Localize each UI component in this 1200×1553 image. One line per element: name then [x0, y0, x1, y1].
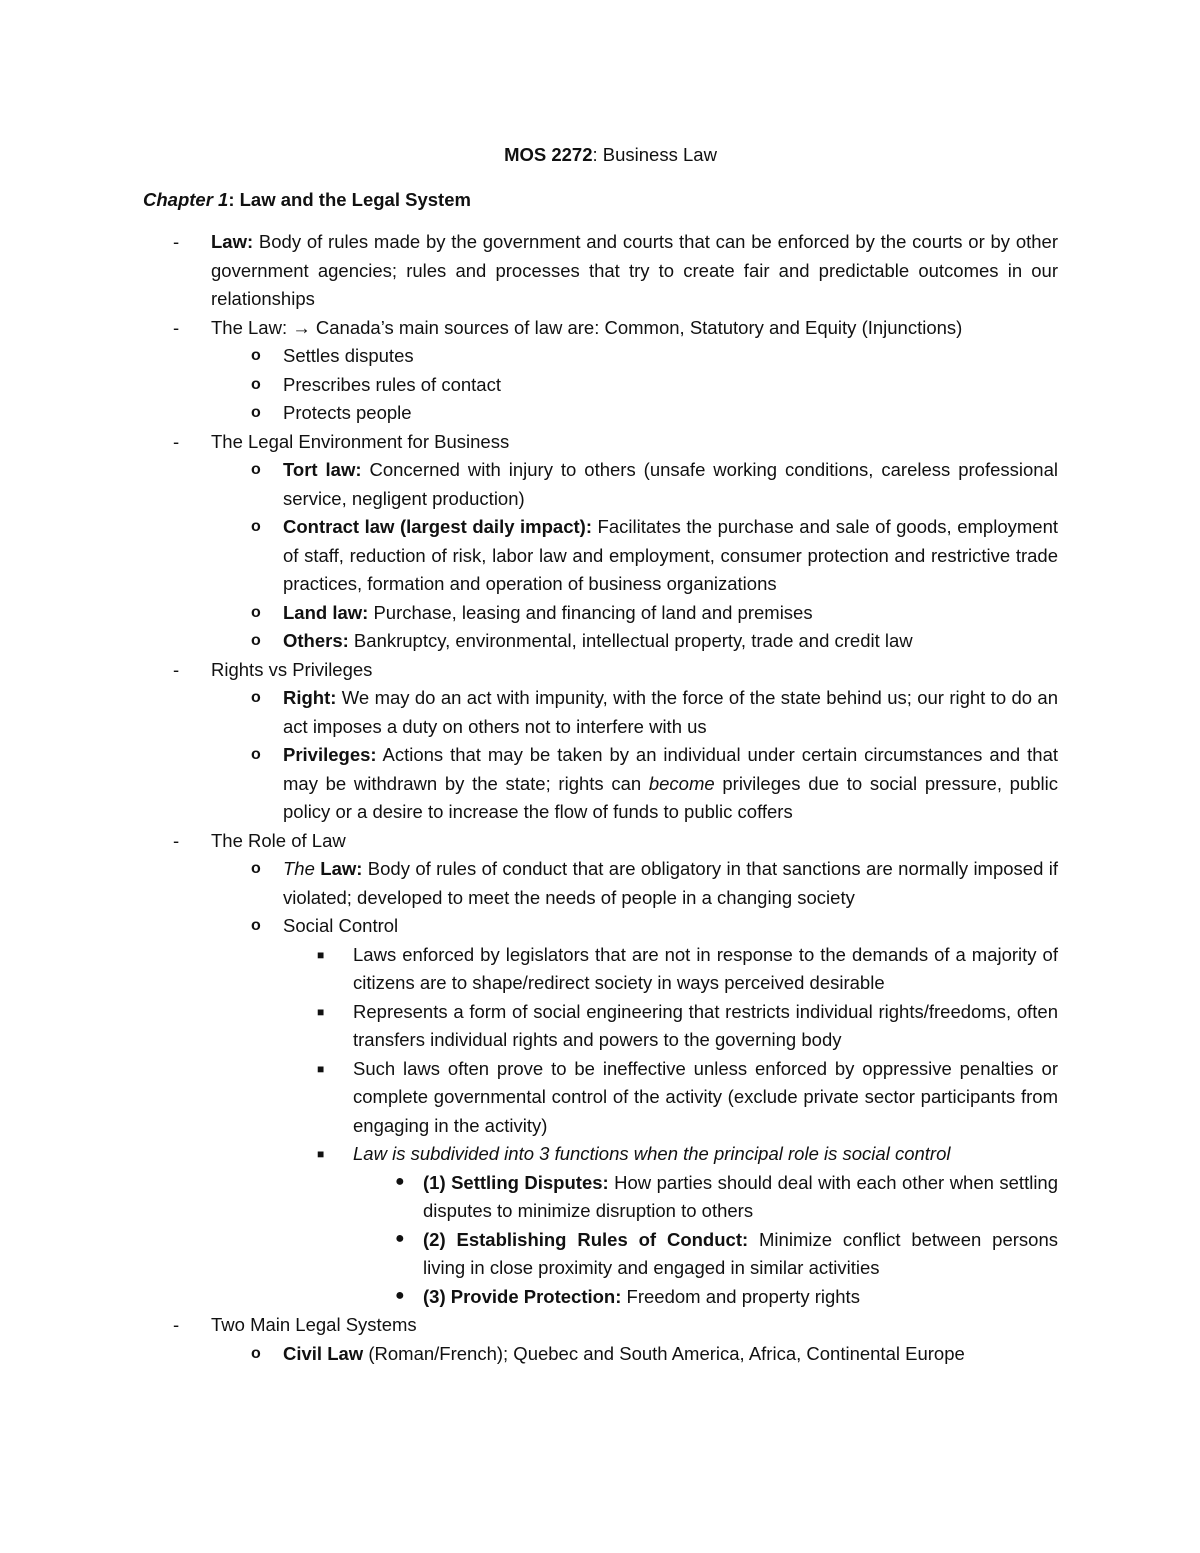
list-item — [143, 941, 1058, 998]
legal-environment-sublist — [211, 456, 1058, 656]
section-heading: The Legal Environment for Business — [211, 430, 510, 452]
civil-law-term: Civil Law — [283, 1342, 364, 1364]
circle-marker: o — [251, 518, 261, 535]
list-item-right — [143, 684, 1058, 741]
privileges-text-a: Actions that may be taken by an individual under certain circumstances and that may be withdrawn by the state; rights can — [283, 744, 1058, 794]
social-control-sublist — [283, 941, 1058, 1312]
list-item — [143, 998, 1058, 1055]
list-item-text: Laws enforced by legislators that are not in response to the demands of a majority of citizens are to shape/redirect society in ways perceived desirable — [353, 943, 1058, 993]
function-term: (3) Provide Protection: — [423, 1285, 622, 1307]
privileges-emphasis: become — [648, 772, 715, 794]
law-term: Law: — [314, 858, 363, 879]
list-item-text: Settles disputes — [283, 345, 414, 366]
the-emphasis: The — [283, 858, 315, 879]
section-heading: Rights vs Privileges — [211, 658, 373, 680]
dash-marker: - — [173, 1314, 180, 1335]
dash-marker: - — [173, 316, 180, 338]
dot-marker: ● — [395, 1286, 405, 1304]
circle-marker: o — [251, 461, 261, 478]
dash-marker: - — [173, 430, 180, 452]
circle-marker: o — [251, 603, 261, 621]
list-item-the-law — [143, 314, 1058, 428]
right-text: We may do an act with impunity, with the force of the state behind us; our right to do an act imposes a duty on others not to interfere with us — [283, 687, 1058, 737]
list-item — [143, 1055, 1058, 1141]
list-item-tort-law — [143, 456, 1058, 513]
function-text: How parties should deal with each other when settling disputes to minimize disruption to others — [423, 1171, 1059, 1221]
list-item-function-3 — [143, 1283, 1058, 1312]
privileges-text-b: privileges due to social pressure, public policy or a desire to increase the flow of funds to public coffers — [283, 772, 1058, 822]
list-item-land-law — [143, 599, 1058, 628]
right-term: Right: — [283, 687, 337, 708]
section-heading: Two Main Legal Systems — [211, 1314, 417, 1335]
tort-law-term: Tort law: — [283, 459, 362, 480]
contract-law-text: Facilitates the purchase and sale of goods, employment of staff, reduction of risk, labor law and employment, consumer protection and restrictive trade practices, formation and operation of business organizations — [283, 516, 1059, 594]
function-term: (2) Establishing Rules of Conduct: — [423, 1228, 749, 1250]
square-marker: ■ — [317, 1061, 325, 1076]
list-item-others — [143, 627, 1058, 656]
the-law-lead: The Law: — [211, 316, 293, 338]
function-text: Minimize conflict between persons living in close proximity and engaged in similar activities — [423, 1228, 1058, 1278]
circle-marker: o — [251, 689, 261, 706]
list-item-legal-environment — [143, 428, 1058, 656]
rights-sublist — [211, 684, 1058, 827]
list-item-rights-vs-privileges — [143, 656, 1058, 827]
tort-law-text: Concerned with injury to others (unsafe working conditions, careless professional service, negligent production) — [283, 459, 1058, 509]
dot-marker: ● — [395, 1229, 405, 1247]
list-item-function-2 — [143, 1226, 1058, 1283]
list-item-legal-systems — [143, 1311, 1058, 1368]
list-item-the-law-definition — [143, 855, 1058, 912]
list-item-role-of-law — [143, 827, 1058, 1312]
list-item-function-1 — [143, 1169, 1058, 1226]
circle-marker: o — [251, 347, 261, 364]
section-heading: The Role of Law — [211, 829, 346, 851]
list-item-text: Represents a form of social engineering that restricts individual rights/freedoms, often transfers individual rights and powers to the governing body — [353, 1000, 1058, 1050]
list-item — [143, 371, 1058, 400]
circle-marker: o — [251, 1344, 261, 1362]
course-name: : Business Law — [592, 144, 717, 165]
others-text: Bankruptcy, environmental, intellectual property, trade and credit law — [348, 630, 913, 651]
dash-marker: - — [173, 231, 180, 252]
list-item-functions — [143, 1140, 1058, 1311]
outline-list — [143, 228, 1058, 1368]
others-term: Others: — [283, 630, 349, 651]
civil-law-text: (Roman/French); Quebec and South America, Africa, Continental Europe — [363, 1342, 965, 1364]
square-marker: ■ — [317, 947, 325, 962]
dot-marker: ● — [395, 1172, 405, 1190]
functions-heading: Law is subdivided into 3 functions when the principal role is social control — [353, 1143, 951, 1164]
role-sublist — [211, 855, 1058, 1311]
legal-systems-sublist — [211, 1340, 1058, 1369]
document-body — [143, 141, 1058, 1368]
circle-marker: o — [251, 917, 261, 934]
list-item-civil-law — [143, 1340, 1058, 1369]
list-item-text: Prescribes rules of contact — [283, 373, 501, 395]
list-item-contract-law — [143, 513, 1058, 599]
list-item-text: Such laws often prove to be ineffective unless enforced by oppressive penalties or complete governmental control of the activity (exclude private sector participants from engaging in the activity) — [353, 1057, 1058, 1136]
list-item-privileges — [143, 741, 1058, 827]
list-item — [143, 342, 1058, 371]
chapter-heading — [143, 186, 1058, 215]
square-marker: ■ — [317, 1004, 325, 1019]
privileges-term: Privileges: — [283, 744, 377, 765]
the-law-text: Body of rules of conduct that are obligatory in that sanctions are normally imposed if violated; developed to meet the needs of people in a changing society — [283, 858, 1058, 908]
circle-marker: o — [251, 632, 261, 649]
list-item-social-control — [143, 912, 1058, 1311]
functions-sublist — [353, 1169, 1058, 1312]
law-term: Law: — [211, 231, 254, 252]
land-law-term: Land law: — [283, 601, 369, 623]
page-title — [143, 141, 1058, 170]
list-item-text: Protects people — [283, 402, 412, 423]
circle-marker: o — [251, 746, 261, 763]
chapter-title: : Law and the Legal System — [228, 188, 471, 210]
sources-of-law-text: Canada’s main sources of law are: Common, Statutory and Equity (Injunctions) — [310, 316, 963, 338]
contract-law-term: Contract law (largest daily impact): — [283, 516, 592, 537]
course-code: MOS 2272 — [504, 144, 593, 165]
land-law-text: Purchase, leasing and financing of land and premises — [368, 601, 813, 623]
list-item-law-definition — [143, 228, 1058, 314]
circle-marker: o — [251, 860, 261, 877]
chapter-number: Chapter 1 — [143, 188, 229, 210]
square-marker: ■ — [317, 1147, 325, 1161]
list-item — [143, 399, 1058, 428]
function-term: (1) Settling Disputes: — [423, 1171, 609, 1193]
law-definition-text: Body of rules made by the government and courts that can be enforced by the courts or by other government agencies; rules and processes that try to create fair and predictable outcomes in our relationships — [211, 231, 1058, 309]
dash-marker: - — [173, 658, 180, 680]
social-control-heading: Social Control — [283, 915, 399, 936]
circle-marker: o — [251, 404, 261, 421]
function-text: Freedom and property rights — [621, 1285, 860, 1307]
the-law-sublist — [211, 342, 1058, 428]
circle-marker: o — [251, 375, 261, 393]
dash-marker: - — [173, 829, 180, 851]
arrow-icon: → — [292, 316, 311, 338]
